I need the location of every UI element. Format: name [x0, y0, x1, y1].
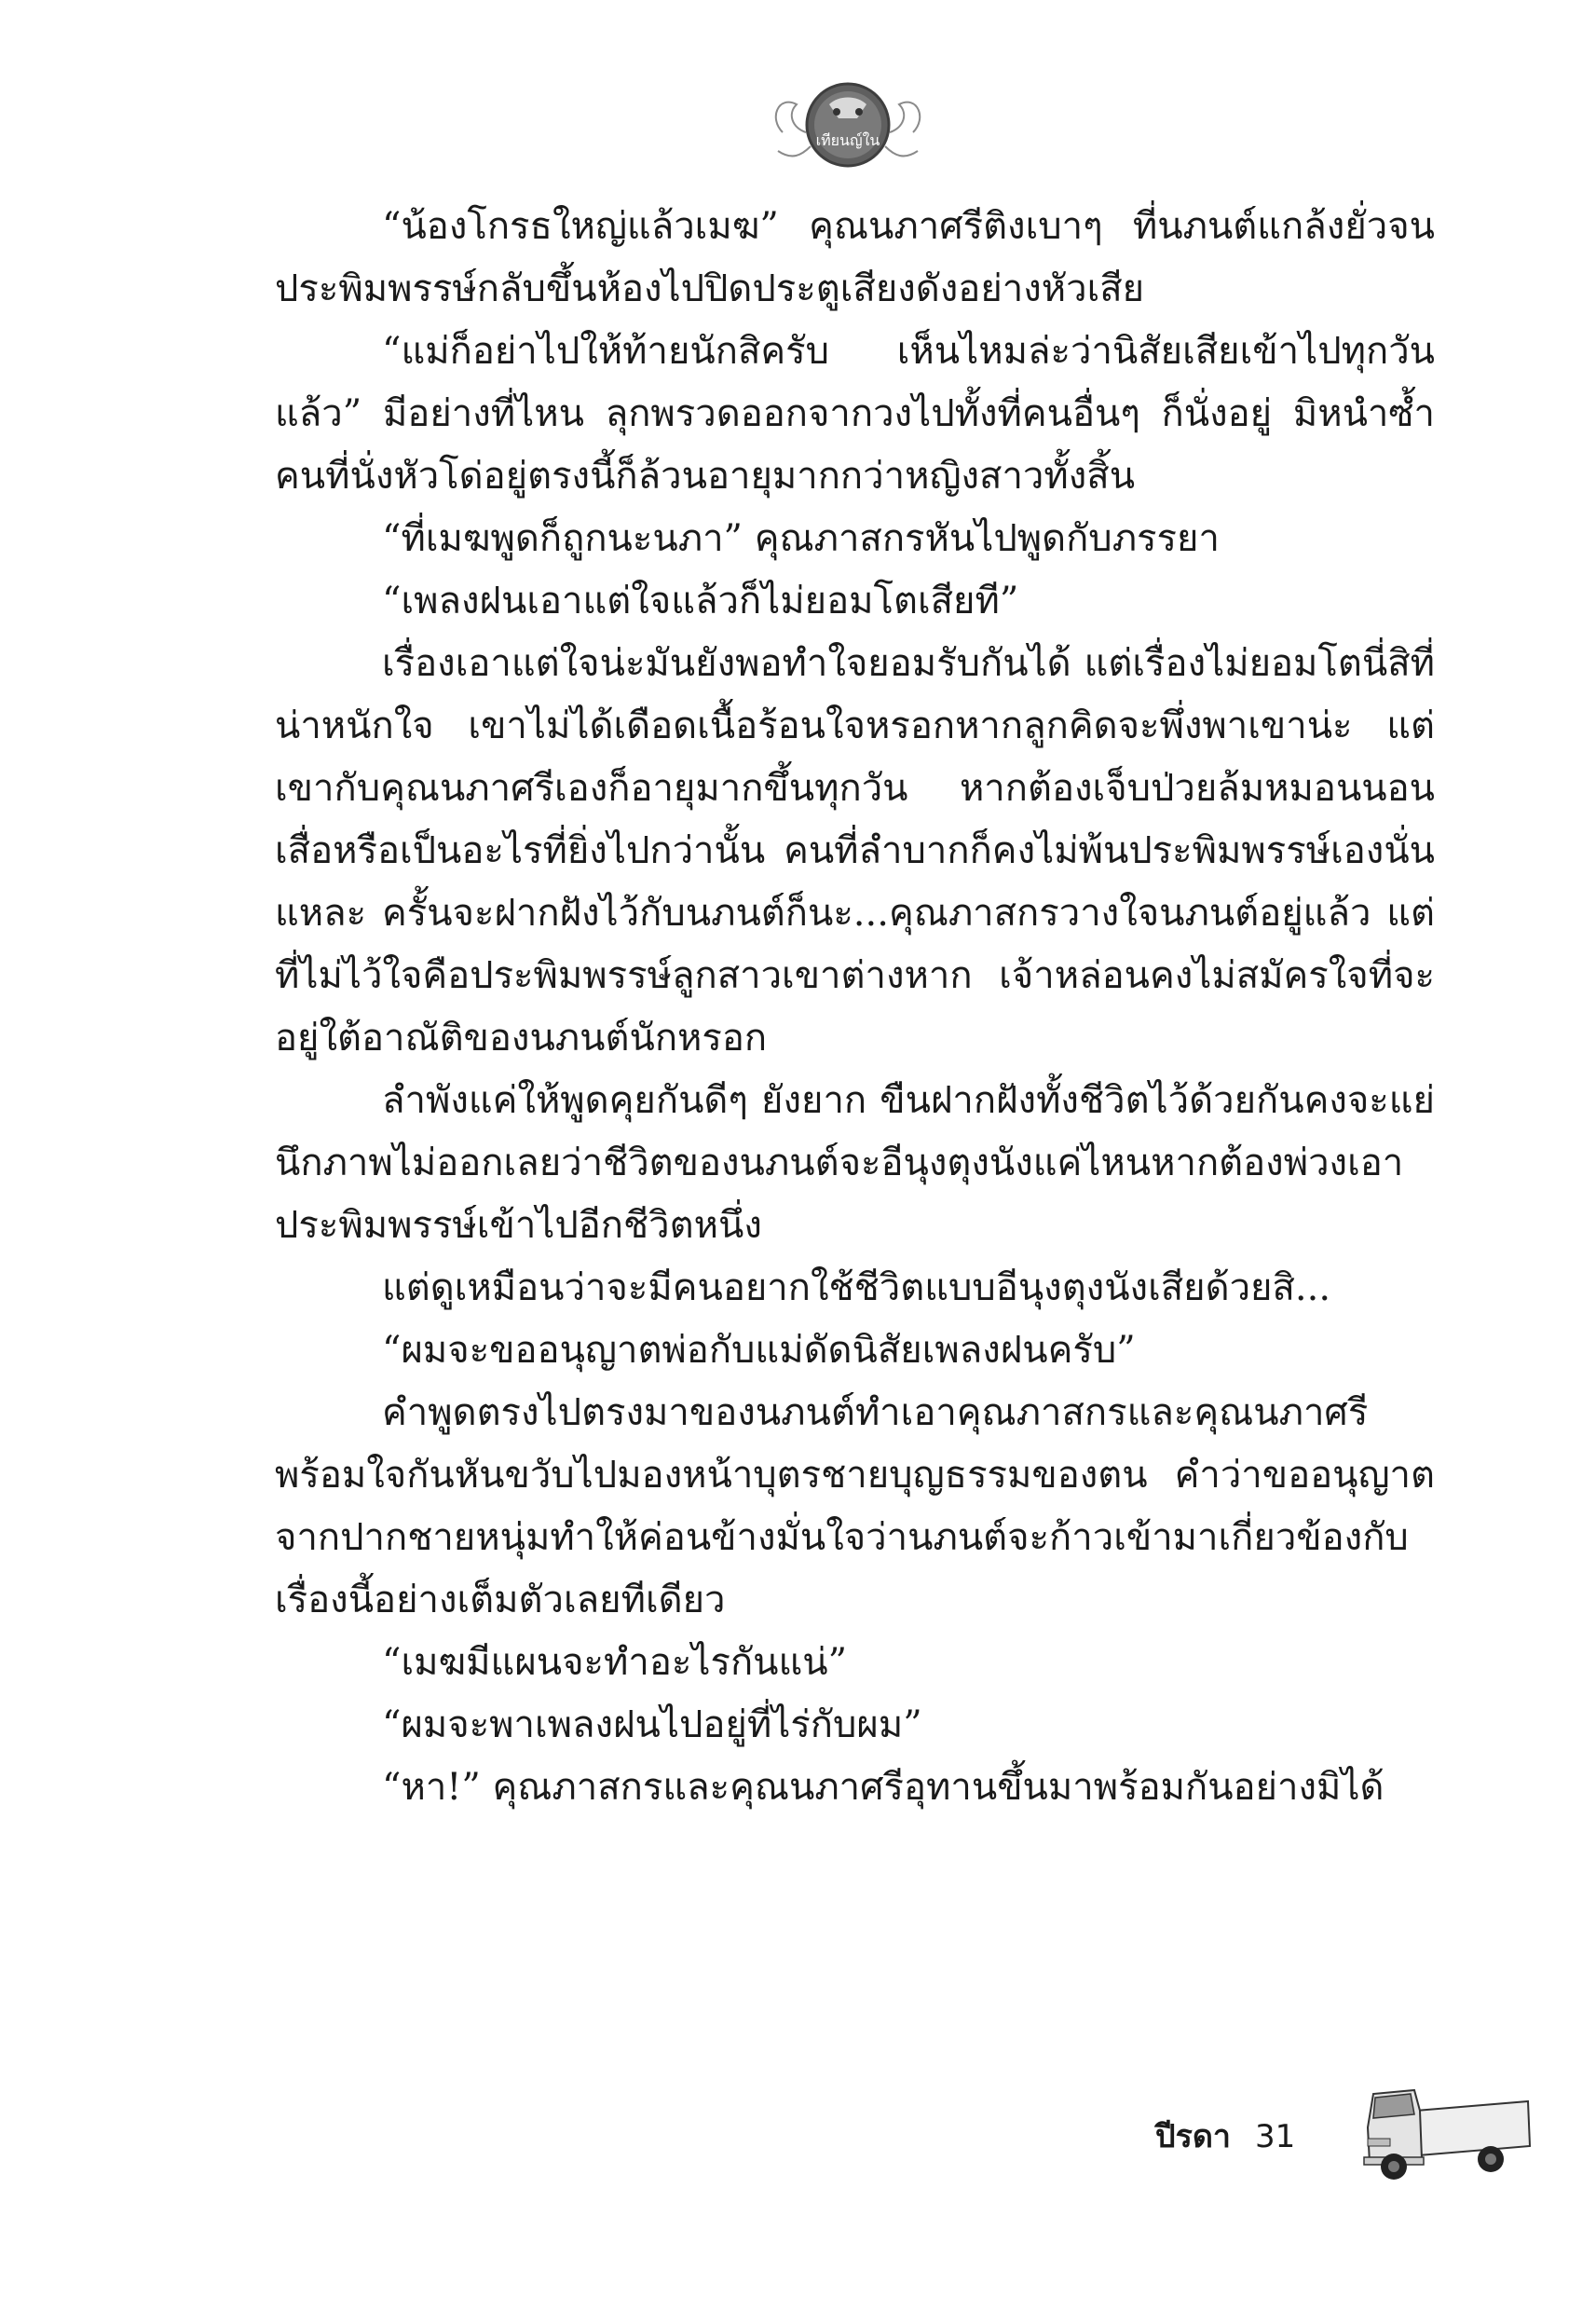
paragraph-4: “เพลงฝนเอาแต่ใจแล้วก็ไม่ยอมโตเสียที” [382, 580, 1019, 622]
logo-emblem-icon [764, 67, 932, 188]
truck-illustration [1360, 2073, 1537, 2185]
paragraph-5: เรื่องเอาแต่ใจน่ะมันยังพอทำใจยอมรับกันได้ แต่เรื่องไม่ยอมโตนี่สิที่น่าหนักใจ เขาไม่ได้เดือดเนื้อร้อนใจหรอกหากลูกคิดจะพึ่งพาเขาน่ะ แต่เขากับคุณนภาศรีเองก็อายุมากขึ้นทุกวัน หากต้องเจ็บป่วยล้มหมอนนอนเสื่อหรือเป็นอะไรที่ยิ่งไปกว่านั้น คนที่ลำบากก็คงไม่พ้นประพิมพรรษ์เองนั่นแหละ ครั้นจะฝากฝังไว้กับนภนต์ก็นะ...คุณภาสกรวางใจนภนต์อยู่แล้ว แต่ที่ไม่ไว้ใจคือประพิมพรรษ์ลูกสาวเขาต่างหาก เจ้าหล่อนคงไม่สมัครใจที่จะอยู่ใต้อาณัติของนภนต์นักหรอก [275, 642, 1435, 1060]
paragraph-11: “ผมจะพาเพลงฝนไปอยู่ที่ไร่กับผม” [382, 1703, 922, 1746]
paragraph-10: “เมฆมีแผนจะทำอะไรกันแน่” [382, 1641, 848, 1684]
paragraph-9: คำพูดตรงไปตรงมาของนภนต์ทำเอาคุณภาสกรและคุณนภาศรีพร้อมใจกันหันขวับไปมองหน้าบุตรชายบุญธรรมของตน คำว่าขออนุญาตจากปากชายหนุ่มทำให้ค่อนข้างมั่นใจว่านภนต์จะก้าวเข้ามาเกี่ยวข้องกับเรื่องนี้อย่างเต็มตัวเลยทีเดียว [275, 1391, 1435, 1621]
paragraph-2: “แม่ก็อย่าไปให้ท้ายนักสิครับ เห็นไหมล่ะว่านิสัยเสียเข้าไปทุกวันแล้ว” มีอย่างที่ไหน ลุกพรวดออกจากวงไปทั้งที่คนอื่นๆ ก็นั่งอยู่ มิหนำซ้ำคนที่นั่งหัวโด่อยู่ตรงนี้ก็ล้วนอายุมากกว่าหญิงสาวทั้งสิ้น [275, 330, 1435, 498]
paragraph-6: ลำพังแค่ให้พูดคุยกันดีๆ ยังยาก ขืนฝากฝังทั้งชีวิตไว้ด้วยกันคงจะแย่ นึกภาพไม่ออกเลยว่าชีวิตของนภนต์จะอีนุงตุงนังแค่ไหนหากต้องพ่วงเอาประพิมพรรษ์เข้าไปอีกชีวิตหนึ่ง [275, 1079, 1435, 1247]
publisher-logo [764, 67, 932, 188]
paragraph-8: “ผมจะขออนุญาตพ่อกับแม่ดัดนิสัยเพลงฝนครับ” [382, 1329, 1136, 1372]
page-footer [1155, 2111, 1295, 2161]
page-number: 31 [1255, 2118, 1296, 2155]
pickup-truck-icon [1360, 2073, 1537, 2185]
book-title: ปีรดา [1155, 2118, 1232, 2155]
paragraph-12: “หา!” คุณภาสกรและคุณนภาศรีอุทานขึ้นมาพร้อมกันอย่างมิได้ [382, 1766, 1385, 1809]
paragraph-1: “น้องโกรธใหญ่แล้วเมฆ” คุณนภาศรีติงเบาๆ ที่นภนต์แกล้งยั่วจนประพิมพรรษ์กลับขึ้นห้องไปปิดประตูเสียงดังอย่างหัวเสีย [275, 205, 1435, 310]
paragraph-7: แต่ดูเหมือนว่าจะมีคนอยากใช้ชีวิตแบบอีนุงตุงนังเสียด้วยสิ... [382, 1266, 1331, 1309]
body-text [275, 196, 1435, 1819]
paragraph-3: “ที่เมฆพูดก็ถูกนะนภา” คุณภาสกรหันไปพูดกับภรรยา [382, 517, 1220, 560]
logo-text: เทียนญ์ใน [815, 131, 880, 149]
